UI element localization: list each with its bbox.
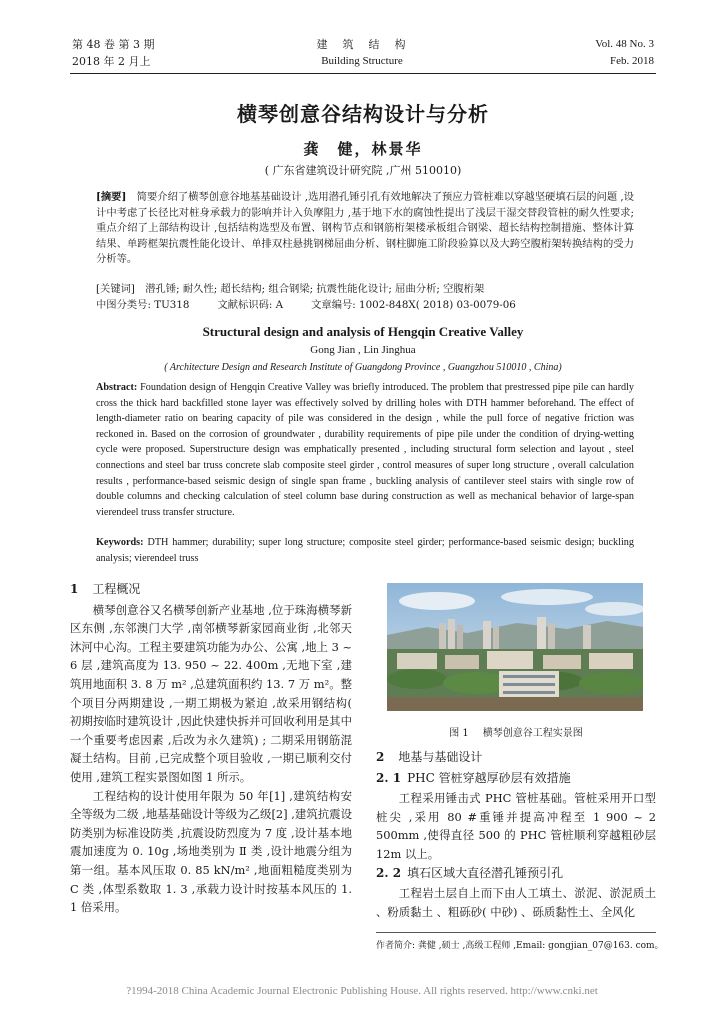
right-column — [376, 748, 656, 921]
affiliation-en: ( Architecture Design and Research Institute of Guangdong Province , Guangzhou 510010 , China) — [164, 362, 562, 373]
paper-title-cn: 横琴创意谷结构设计与分析 — [237, 102, 489, 126]
abstract-cn-label: [摘要] — [96, 191, 127, 203]
volume-cn: 第 48 卷 第 3 期 — [72, 38, 155, 51]
section-2-heading — [376, 748, 656, 767]
section-2-2-heading — [376, 864, 656, 883]
footnote-divider — [376, 932, 656, 933]
section-2-1-heading — [376, 769, 656, 788]
header-volume-block — [72, 36, 154, 70]
article-number: 文章编号: 1002-848X( 2018) 03-0079-06 — [311, 299, 516, 311]
figure-1-caption-text: 横琴创意谷工程实景图 — [482, 728, 583, 739]
left-column — [70, 580, 352, 917]
figure-1-caption — [376, 724, 656, 739]
copyright-footer: ?1994-2018 China Academic Journal Electronic Publishing House. All rights reserved. http://www.cnki.net — [126, 985, 598, 997]
keywords-en-label: Keywords: — [96, 537, 144, 548]
abstract-cn — [96, 190, 634, 268]
clc-number: 中图分类号: TU318 — [96, 299, 190, 311]
section-2-2-title: 填石区域大直径潜孔锤预引孔 — [407, 865, 564, 880]
abstract-en-text: Foundation design of Hengqin Creative Valley was briefly introduced. The problem that prestressed pipe pile can hardly cross the thick hard backfilled stone layer was effectively solved by drilling holes with DTH hammer beforehand. The effect of length-diameter ratio on bearing capacity of pile was considered in the design , while the pull force of negative friction was reckoned in. Based on the corrosion of groundwater , durability requirements of pipe pile under the condition of drying-wetting cycle were proposed. Superstructure design was emphatically presented , including structural form selection and layout , steel connections and steel bar truss concrete slab composite steel girder , control measures of super long structure , overall calculation results , performance-based seismic design of single span frame , buckling analysis of cantilever steel stairs with single row of double columns and checking calculation of steel column base during construction as well as mechanical behavior of large-span vierendeel truss transfer structure. — [96, 382, 634, 518]
journal-name-cn: 建 筑 结 构 — [316, 38, 408, 51]
header-issue-block — [595, 36, 654, 70]
keywords-cn — [96, 282, 634, 298]
authors-cn: 龚 健，林景华 — [303, 140, 423, 158]
section-2-number: 2 — [376, 750, 385, 764]
section-2-1-number: 2. 1 — [376, 770, 402, 785]
date-cn: 2018 年 2 月上 — [72, 55, 151, 68]
abstract-cn-text: 简要介绍了横琴创意谷地基基础设计 ,选用潜孔锤引孔有效地解决了预应力管桩难以穿越坚硬填石层的问题 ,设计中考虑了长径比对桩身承载力的影响并计入负摩阻力 ,基于地下水的腐蚀性提出了浅层干湿交替段管桩的耐久性要求; 重点介绍了上部结构设计 ,包括结构选型及布置、钢构节点和钢筋桁架楼承板组合钢梁、超长结构控制措施、整体计算结果、单跨框架抗震性能化设计、单排双柱悬挑钢梯屈曲分析、钢柱脚施工阶段验算以及大跨空腹桁架转换结构的受力分析等。 — [96, 191, 634, 265]
abstract-en — [96, 380, 634, 520]
section-2-1-title: PHC 管桩穿越厚砂层有效措施 — [407, 770, 571, 785]
classification-line — [96, 298, 656, 314]
section-2-2-number: 2. 2 — [376, 865, 402, 880]
keywords-en — [96, 535, 634, 566]
keywords-cn-text: 潜孔锤; 耐久性; 超长结构; 组合钢梁; 抗震性能化设计; 屈曲分析; 空腹桁架 — [134, 283, 485, 295]
section-1-paragraph-1: 横琴创意谷又名横琴创新产业基地 ,位于珠海横琴新区东侧 ,东邻澳门大学 ,南邻横琴新家园商业街 ,北邻天沐河中心沟。工程主要建筑功能为办公、公寓 ,地上 3 ~ 6 层 ,建筑高度为 13. 950 ~ 22. 400m ,无地下室 ,建筑用地面积 3. 8 万 m² ,总建筑面积约 13. 7 万 m²。整个项目分两期建设 ,一期工期极为紧迫 ,故采用钢结构( 初期按临时建筑设计 ,因此快建快拆并可回收利用是其中一个重要考虑因素 ,后改为永久建筑) ; 二期采用钢筋混凝土结构。目前 ,已完成整个项目验收 ,一期已顺利交付使用 ,建筑工程实景图如图 1 所示。 — [70, 602, 352, 784]
section-2-2-paragraph: 工程岩土层自上而下由人工填土、淤泥、淤泥质土 、粉质黏土 、粗砾砂( 中砂) 、砾质黏性土、全风化 — [376, 886, 656, 919]
author-note: 作者简介: 龚健 ,硕士 ,高级工程师 ,Email: gongjian_07@163. com。 — [376, 941, 664, 951]
volume-en: Vol. 48 No. 3 — [595, 38, 654, 50]
header-divider — [70, 73, 656, 74]
keywords-cn-label: [关键词] — [96, 283, 135, 295]
section-2-1-paragraph: 工程采用锤击式 PHC 管桩基础。管桩采用开口型桩尖 ,采用 80 #重锤并提高冲程至 1 900 ~ 2 500mm ,使得直径 500 的 PHC 管桩顺利穿越粗砂层 12m 以上。 — [376, 791, 656, 861]
abstract-en-label: Abstract: — [96, 382, 138, 393]
affiliation-cn: ( 广东省建筑设计研究院 ,广州 510010) — [264, 164, 462, 177]
keywords-en-text: DTH hammer; durability; super long structure; composite steel girder; performance-based seismic design; buckling analysis; vierendeel truss — [96, 537, 634, 564]
section-1-heading — [70, 580, 352, 599]
section-1-title: 工程概况 — [92, 582, 141, 596]
section-2-title: 地基与基础设计 — [398, 750, 483, 764]
site-photo-illustration — [387, 583, 643, 711]
figure-1-number: 图 1 — [449, 728, 469, 739]
journal-name-en: Building Structure — [321, 55, 403, 67]
document-code: 文献标识码: A — [217, 299, 284, 311]
paper-title-en: Structural design and analysis of Hengqin Creative Valley — [202, 324, 524, 339]
figure-1-photo — [387, 583, 643, 711]
header-journal-block — [262, 36, 462, 70]
section-1-number: 1 — [70, 582, 79, 596]
date-en: Feb. 2018 — [610, 55, 654, 67]
authors-en: Gong Jian , Lin Jinghua — [310, 344, 416, 356]
section-1-paragraph-2: 工程结构的设计使用年限为 50 年[1] ,建筑结构安全等级为二级 ,地基基础设计等级为乙级[2] ,建筑抗震设防类别为标准设防类 ,抗震设防烈度为 7 度 ,设计基本地震加速度为 0. 10g ,场地类别为 Ⅱ 类 ,设计地震分组为第一组。基本风压取 0. 85 kN/m² ,地面粗糙度类别为 C 类 ,体型系数取 1. 3 ,承载力设计时按基本风压的 1. 1 倍采用。 — [70, 788, 352, 915]
